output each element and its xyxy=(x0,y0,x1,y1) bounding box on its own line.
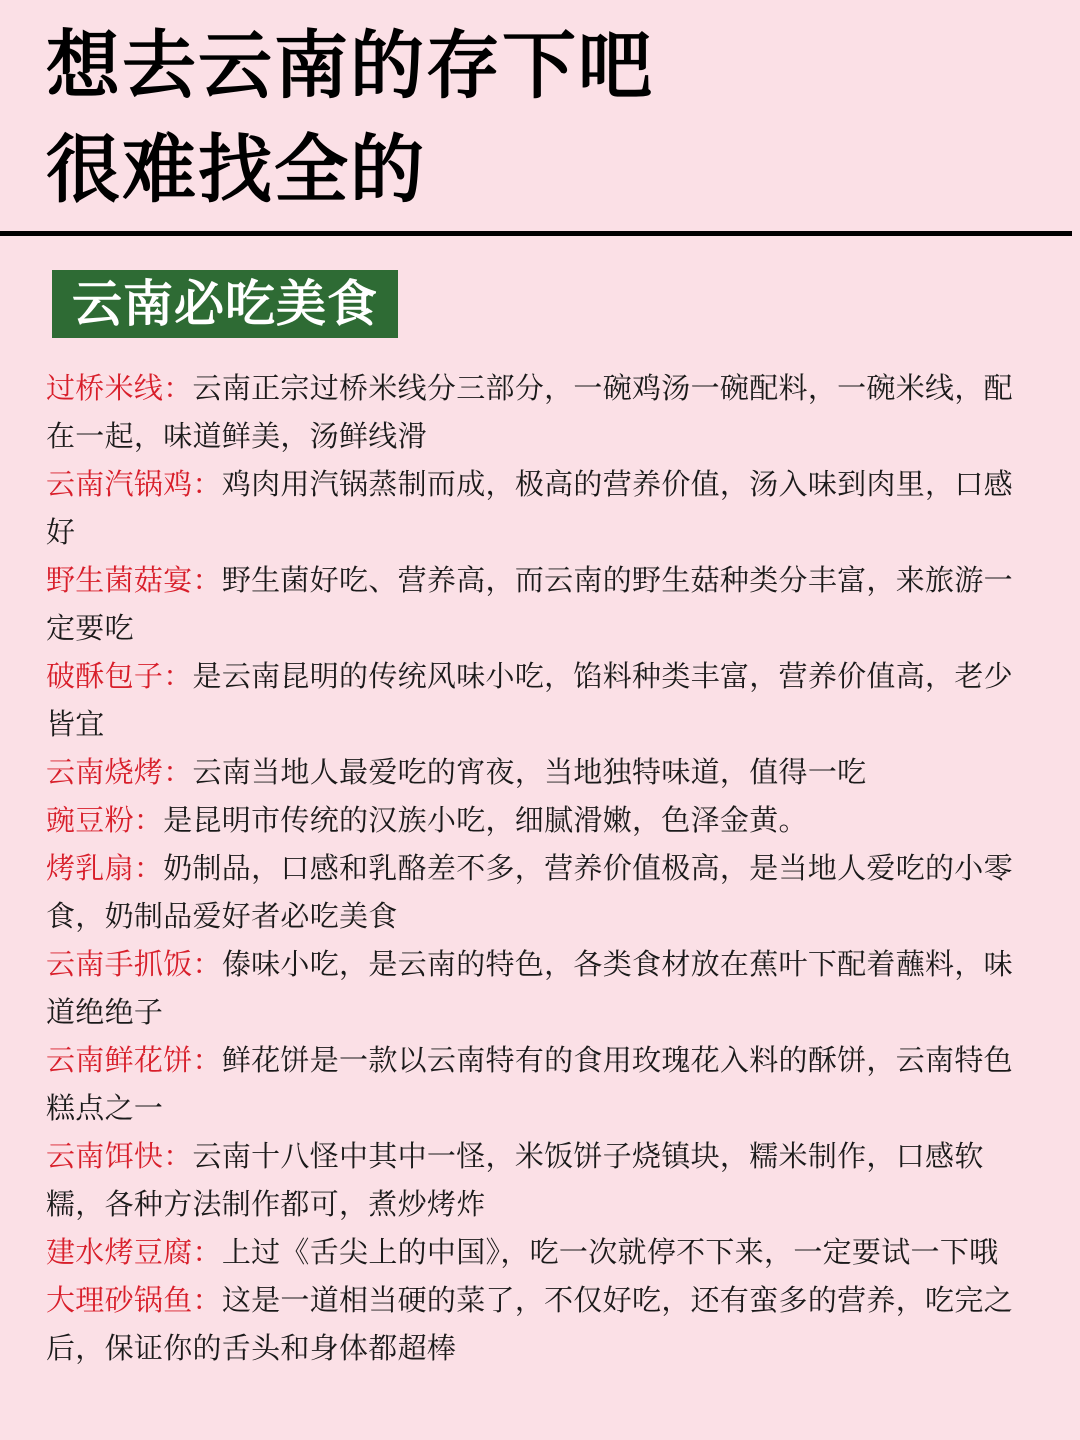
item-description: 奶制品，口感和乳酪差不多，营养价值极高，是当地人爱吃的小零食，奶制品爱好者必吃美食 xyxy=(46,851,1013,933)
item-name: 云南汽锅鸡： xyxy=(46,467,222,501)
list-item xyxy=(46,1228,1042,1276)
food-list xyxy=(46,364,1042,1372)
item-name: 烤乳扇： xyxy=(46,851,164,885)
item-description: 云南当地人最爱吃的宵夜，当地独特味道，值得一吃 xyxy=(192,755,867,789)
item-name: 野生菌菇宴： xyxy=(46,563,222,597)
item-description: 云南十八怪中其中一怪，米饭饼子烧镇块，糯米制作，口感软糯，各种方法制作都可，煮炒烤炸 xyxy=(46,1139,984,1221)
item-description: 鲜花饼是一款以云南特有的食用玫瑰花入料的酥饼，云南特色糕点之一 xyxy=(46,1043,1013,1125)
item-name: 过桥米线： xyxy=(46,371,193,405)
item-name: 建水烤豆腐： xyxy=(46,1235,222,1269)
list-item xyxy=(46,460,1042,556)
list-item xyxy=(46,844,1042,940)
list-item xyxy=(46,796,1042,844)
list-item xyxy=(46,748,1042,796)
item-description: 这是一道相当硬的菜了，不仅好吃，还有蛮多的营养，吃完之后，保证你的舌头和身体都超棒 xyxy=(46,1283,1013,1365)
title-divider xyxy=(0,231,1072,236)
item-name: 破酥包子： xyxy=(46,659,193,693)
list-item xyxy=(46,940,1042,1036)
list-item xyxy=(46,364,1042,460)
item-description: 野生菌好吃、营养高，而云南的野生菇种类分丰富，来旅游一定要吃 xyxy=(46,563,1013,645)
list-item xyxy=(46,652,1042,748)
page-title xyxy=(46,14,654,222)
item-name: 云南烧烤： xyxy=(46,755,193,789)
item-name: 云南手抓饭： xyxy=(46,947,222,981)
item-description: 上过《舌尖上的中国》，吃一次就停不下来，一定要试一下哦 xyxy=(221,1235,999,1269)
item-name: 豌豆粉： xyxy=(46,803,164,837)
item-name: 云南鲜花饼： xyxy=(46,1043,222,1077)
title-line-2: 很难找全的 xyxy=(46,127,426,213)
list-item xyxy=(46,556,1042,652)
list-item xyxy=(46,1132,1042,1228)
item-description: 是昆明市传统的汉族小吃，细腻滑嫩，色泽金黄。 xyxy=(163,803,808,837)
item-name: 云南饵快： xyxy=(46,1139,193,1173)
item-description: 云南正宗过桥米线分三部分，一碗鸡汤一碗配料，一碗米线，配在一起，味道鲜美，汤鲜线滑 xyxy=(46,371,1013,453)
item-description: 是云南昆明的传统风味小吃，馅料种类丰富，营养价值高，老少皆宜 xyxy=(46,659,1013,741)
item-description: 傣味小吃，是云南的特色，各类食材放在蕉叶下配着蘸料，味道绝绝子 xyxy=(46,947,1013,1029)
item-name: 大理砂锅鱼： xyxy=(46,1283,222,1317)
title-line-1: 想去云南的存下吧 xyxy=(46,23,654,109)
item-description: 鸡肉用汽锅蒸制而成，极高的营养价值，汤入味到肉里，口感好 xyxy=(46,467,1013,549)
section-heading-tag: 云南必吃美食 xyxy=(52,270,398,338)
list-item xyxy=(46,1276,1042,1372)
list-item xyxy=(46,1036,1042,1132)
